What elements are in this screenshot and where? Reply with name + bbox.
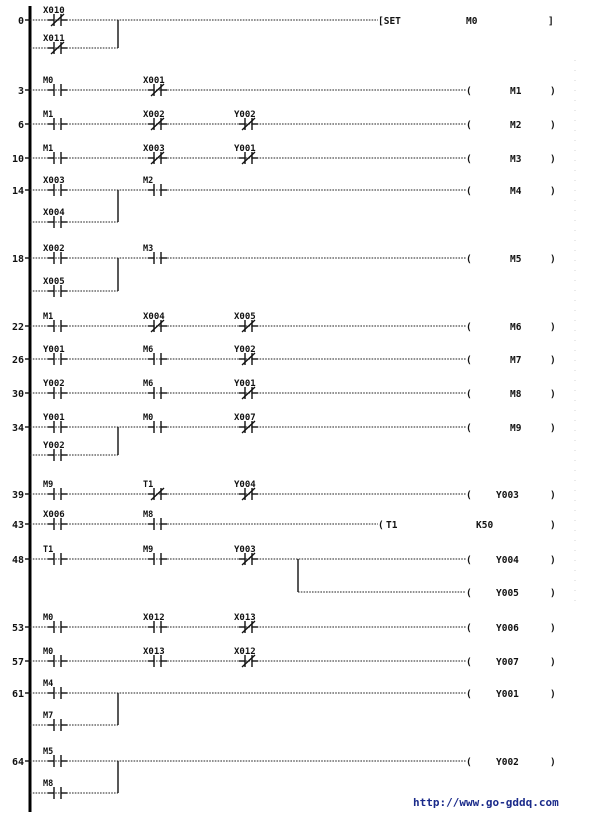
contact-y003-nc: [234, 545, 258, 565]
set-operand: M0: [466, 16, 478, 27]
coil-open: (: [466, 555, 472, 566]
coil-open: (: [466, 757, 472, 768]
coil-open: (: [466, 623, 472, 634]
contact-label: M4: [43, 679, 54, 689]
step-number: 14: [11, 186, 24, 197]
coil-close: ): [550, 254, 556, 265]
contact-x003-no: [43, 176, 67, 196]
contact-label: Y002: [234, 110, 256, 120]
coil-close: ): [550, 423, 556, 434]
contact-m3-no: [143, 244, 167, 264]
coil-close: ): [550, 355, 556, 366]
contact-m9-no: [43, 480, 67, 500]
coil-label: M2: [510, 120, 522, 131]
coil-open: (: [466, 322, 472, 333]
contact-m5-no: [43, 747, 67, 767]
contact-x006-no: [43, 510, 67, 530]
contact-x005-no: [43, 277, 67, 297]
rung-26: [12, 345, 556, 366]
step-number: 18: [11, 254, 24, 265]
coil-label: M4: [510, 186, 522, 197]
step-number: 53: [11, 623, 24, 634]
contact-x002-no: [43, 244, 67, 264]
rung-10: [12, 144, 556, 165]
contact-y001-nc: [234, 144, 258, 164]
coil-close: ): [550, 120, 556, 131]
contact-y002-no: [43, 379, 67, 399]
contact-m6-no: [143, 345, 167, 365]
timer-preset: K50: [476, 520, 494, 531]
rung-0: [18, 6, 554, 54]
contact-label: M0: [43, 613, 54, 623]
rung-18: [12, 244, 556, 297]
contact-label: X004: [43, 208, 65, 218]
coil-label: Y005: [496, 588, 519, 599]
coil-close: ): [550, 186, 556, 197]
contact-label: X007: [234, 413, 256, 423]
step-number: 0: [17, 16, 24, 27]
coil-open: (: [378, 520, 384, 531]
coil-label: M9: [510, 423, 522, 434]
contact-label: M8: [43, 779, 54, 789]
contact-label: M3: [143, 244, 154, 254]
coil-open: (: [466, 254, 472, 265]
rung-61: [12, 679, 556, 731]
rung-34: [12, 413, 556, 461]
coil-label: Y003: [496, 490, 519, 501]
step-number: 43: [11, 520, 24, 531]
coil-open: (: [466, 657, 472, 668]
contact-label: M1: [43, 312, 54, 322]
coil-close: ): [550, 490, 556, 501]
coil-label: Y001: [496, 689, 519, 700]
coil-open: (: [466, 689, 472, 700]
coil-open: (: [466, 588, 472, 599]
contact-label: M0: [43, 76, 54, 86]
coil-close: ): [550, 623, 556, 634]
contact-label: X012: [234, 647, 256, 657]
contact-label: T1: [43, 545, 54, 555]
contact-label: M8: [143, 510, 154, 520]
contact-y001-nc: [234, 379, 258, 399]
contact-label: M1: [43, 144, 54, 154]
contact-label: X005: [234, 312, 256, 322]
coil-close: ): [550, 520, 556, 531]
contact-x003-nc: [143, 144, 167, 164]
contact-t1-no: [43, 545, 67, 565]
rung-30: [12, 379, 556, 400]
step-number: 34: [11, 423, 24, 434]
contact-m4-no: [43, 679, 67, 699]
coil-label: Y002: [496, 757, 519, 768]
contact-label: T1: [143, 480, 154, 490]
coil-close: ): [550, 757, 556, 768]
set-instruction: [SET: [378, 16, 401, 27]
contact-m8-no: [43, 779, 67, 799]
contact-m0-no: [43, 76, 67, 96]
contact-label: Y002: [234, 345, 256, 355]
contact-label: X010: [43, 6, 65, 16]
coil-label: M8: [510, 389, 522, 400]
contact-m1-no: [43, 110, 67, 130]
contact-y004-nc: [234, 480, 258, 500]
contact-x010-nc: [43, 6, 67, 26]
contact-label: Y002: [43, 441, 65, 451]
contact-m0-no: [43, 613, 67, 633]
contact-label: Y001: [43, 413, 65, 423]
contact-label: M2: [143, 176, 154, 186]
step-number: 64: [11, 757, 24, 768]
contact-label: X011: [43, 34, 65, 44]
rung-64: [12, 747, 556, 799]
contact-x013-nc: [234, 613, 258, 633]
rung-14: [12, 176, 556, 228]
contact-label: X002: [43, 244, 65, 254]
contact-label: M9: [43, 480, 54, 490]
step-number: 3: [17, 86, 24, 97]
contact-label: M5: [43, 747, 54, 757]
contact-label: M7: [43, 711, 54, 721]
coil-open: (: [466, 86, 472, 97]
contact-y001-no: [43, 345, 67, 365]
coil-label: Y007: [496, 657, 519, 668]
contact-x002-nc: [143, 110, 167, 130]
contact-label: Y001: [43, 345, 65, 355]
coil-open: (: [466, 490, 472, 501]
coil-close: ): [550, 154, 556, 165]
coil-open: (: [466, 154, 472, 165]
contact-m1-no: [43, 312, 67, 332]
contact-m0-no: [143, 413, 167, 433]
contact-label: Y003: [234, 545, 256, 555]
contact-x011-nc: [43, 34, 67, 54]
contact-label: Y001: [234, 144, 256, 154]
coil-close: ): [550, 689, 556, 700]
contact-label: X006: [43, 510, 65, 520]
step-number: 6: [17, 120, 24, 131]
coil-close: ): [550, 588, 556, 599]
step-number: 61: [11, 689, 24, 700]
step-number: 10: [11, 154, 24, 165]
step-number: 39: [11, 490, 24, 501]
coil-close: ): [550, 657, 556, 668]
rung-53: [12, 613, 556, 634]
contact-label: X002: [143, 110, 165, 120]
contact-label: M6: [143, 345, 154, 355]
timer-operand: T1: [386, 520, 398, 531]
contact-label: M1: [43, 110, 54, 120]
contact-m1-no: [43, 144, 67, 164]
contact-label: M6: [143, 379, 154, 389]
contact-y002-nc: [234, 110, 258, 130]
step-number: 48: [11, 555, 24, 566]
coil-open: (: [466, 120, 472, 131]
rung-39: [12, 480, 556, 501]
contact-label: M0: [43, 647, 54, 657]
coil-label: M1: [510, 86, 522, 97]
contact-label: Y002: [43, 379, 65, 389]
contact-y001-no: [43, 413, 67, 433]
coil-close: ): [550, 389, 556, 400]
contact-m8-no: [143, 510, 167, 530]
coil-close: ): [550, 555, 556, 566]
contact-x012-no: [143, 613, 167, 633]
coil-label: Y006: [496, 623, 519, 634]
coil-label: M3: [510, 154, 522, 165]
contact-x001-nc: [143, 76, 167, 96]
contact-label: X013: [143, 647, 165, 657]
rung-22: [12, 312, 556, 333]
coil-open: (: [466, 423, 472, 434]
contact-label: M9: [143, 545, 154, 555]
step-number: 22: [11, 322, 24, 333]
rung-48: [12, 545, 556, 599]
contact-label: M0: [143, 413, 154, 423]
coil-open: (: [466, 186, 472, 197]
contact-label: X005: [43, 277, 65, 287]
contact-label: X001: [143, 76, 165, 86]
step-number: 26: [11, 355, 24, 366]
contact-label: X004: [143, 312, 165, 322]
watermark-url: http://www.go-gddq.com: [413, 796, 559, 809]
rung-43: [12, 510, 556, 531]
contact-label: X003: [43, 176, 65, 186]
rung-6: [18, 110, 556, 131]
contact-y002-nc: [234, 345, 258, 365]
contact-x004-nc: [143, 312, 167, 332]
coil-open: (: [466, 355, 472, 366]
contact-x004-no: [43, 208, 67, 228]
coil-label: M6: [510, 322, 522, 333]
contact-y002-no: [43, 441, 67, 461]
contact-label: X003: [143, 144, 165, 154]
instruction-bracket: ]: [548, 16, 554, 27]
coil-label: Y004: [496, 555, 519, 566]
contact-m2-no: [143, 176, 167, 196]
contact-x012-nc: [234, 647, 258, 667]
coil-open: (: [466, 389, 472, 400]
coil-close: ): [550, 322, 556, 333]
step-number: 57: [11, 657, 24, 668]
contact-m7-no: [43, 711, 67, 731]
contact-label: Y004: [234, 480, 256, 490]
contact-x013-no: [143, 647, 167, 667]
coil-label: M7: [510, 355, 522, 366]
contact-label: X013: [234, 613, 256, 623]
contact-t1-nc: [143, 480, 167, 500]
coil-close: ): [550, 86, 556, 97]
contact-label: Y001: [234, 379, 256, 389]
contact-m0-no: [43, 647, 67, 667]
contact-x007-nc: [234, 413, 258, 433]
contact-m9-no: [143, 545, 167, 565]
contact-x005-nc: [234, 312, 258, 332]
rung-57: [12, 647, 556, 668]
contact-label: X012: [143, 613, 165, 623]
contact-m6-no: [143, 379, 167, 399]
coil-label: M5: [510, 254, 522, 265]
rung-3: [18, 76, 556, 97]
step-number: 30: [11, 389, 24, 400]
